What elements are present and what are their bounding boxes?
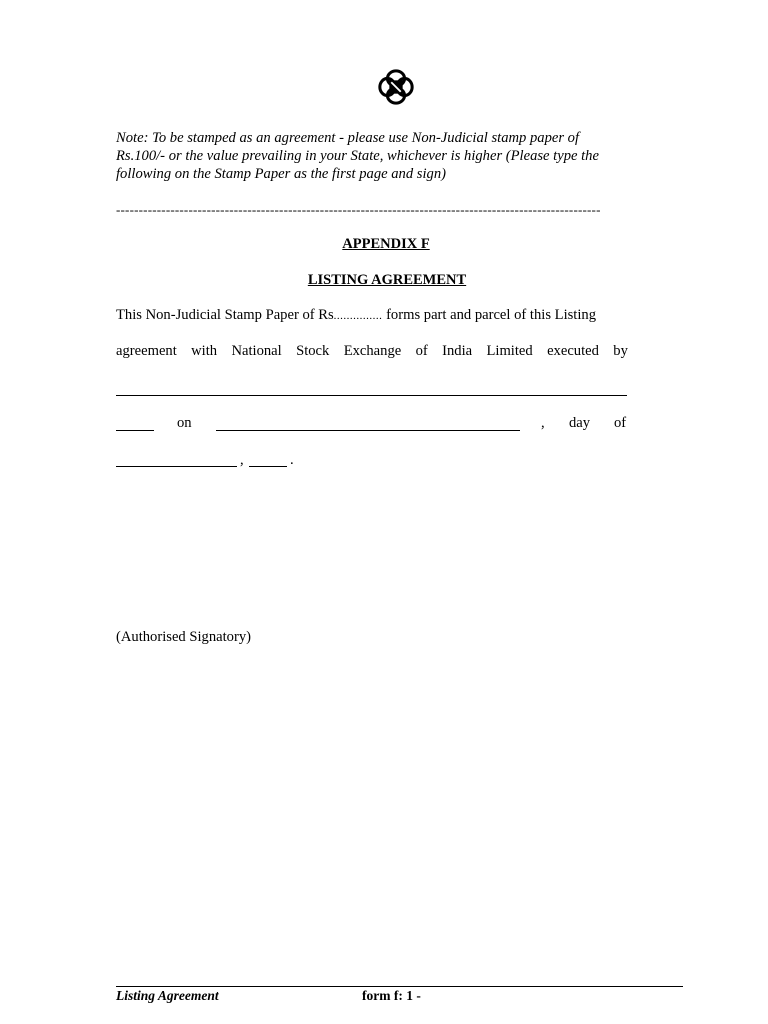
- word: agreement: [116, 343, 177, 359]
- word: with: [191, 343, 218, 359]
- stamp-note: Note: To be stamped as an agreement - please use Non-Judicial stamp paper of Rs.100/- or the value prevailing in your State, whichever is higher (Please type the following on the Stamp Paper as the first page and sign): [116, 130, 599, 182]
- footer-document-title: Listing Agreement: [116, 988, 219, 1003]
- appendix-heading: APPENDIX F: [342, 236, 430, 252]
- period-label: .: [290, 452, 294, 468]
- executor-name-blank: [116, 395, 627, 396]
- word: of: [415, 343, 428, 359]
- executor-name-blank-end: [116, 430, 154, 431]
- footer-divider: [116, 986, 683, 987]
- word: Limited: [486, 343, 533, 359]
- of-label: of: [614, 415, 627, 431]
- exchange-logo-icon: [377, 68, 415, 106]
- word: executed: [547, 343, 599, 359]
- month-blank: [116, 466, 237, 467]
- agreement-title: LISTING AGREEMENT: [307, 272, 467, 288]
- date-blank: [216, 430, 520, 431]
- month-year-blank-row: [116, 450, 316, 470]
- on-label: on: [177, 415, 192, 431]
- word: Stock: [296, 343, 330, 359]
- separator-line: -----------------------------------------------------------------------------------------------------------: [116, 203, 601, 217]
- body-line-1-text: This Non-Judicial Stamp Paper of Rs............... forms part and parcel of this Listing: [116, 307, 597, 323]
- date-blank-row: [116, 414, 628, 434]
- authorised-signatory-label: (Authorised Signatory): [116, 629, 251, 645]
- word: Exchange: [343, 343, 402, 359]
- word: National: [231, 343, 282, 359]
- day-label: day: [569, 415, 591, 431]
- comma-label: ,: [541, 415, 545, 431]
- word: by: [613, 343, 628, 359]
- comma-label: ,: [240, 452, 244, 468]
- body-line-2: [116, 342, 628, 360]
- amount-dots: ...............: [333, 310, 383, 322]
- footer-page-number: form f: 1 -: [362, 988, 421, 1003]
- body-line-1: [116, 306, 628, 325]
- word: India: [442, 343, 473, 359]
- year-blank: [249, 466, 287, 467]
